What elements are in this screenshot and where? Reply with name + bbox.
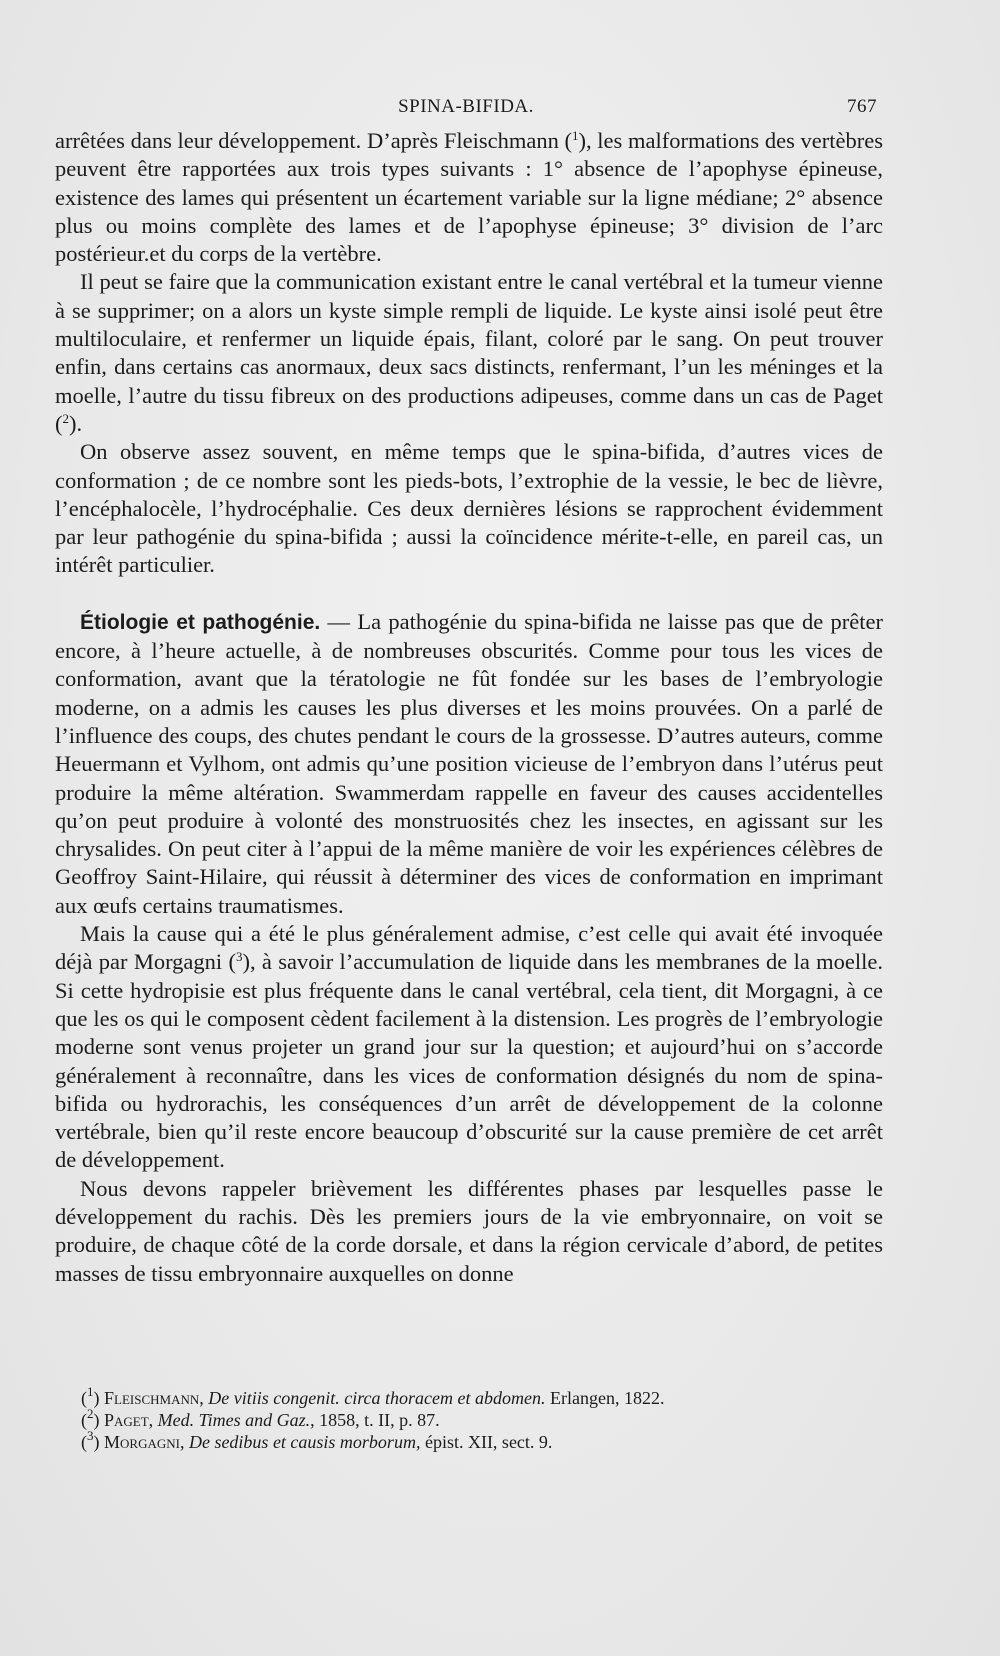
footnote-marker: 3 [235, 949, 243, 965]
paragraph [55, 920, 883, 1175]
footnote-marker: 2 [87, 1406, 94, 1421]
paragraph [55, 608, 883, 920]
footnote-marker: 1 [87, 1384, 94, 1399]
footnote-author: Morgagni [104, 1432, 180, 1452]
footnote-marker: 3 [87, 1428, 94, 1443]
footnote-author: Fleischmann [104, 1388, 200, 1408]
footnotes [81, 1384, 881, 1453]
paragraph-text: On observe assez souvent, en même temps que le spina-bifida, d’autres vices de conformation ; de ce nombre sont les pieds-bots, l’extrophie de la vessie, le bec de lièvre, l’encéphalocèle, l’hydrocéphalie. Ces deux dernières lésions se rapprochent évidemment par leur pathogénie du spina-bifida ; aussi la coïncidence mérite-t-elle, en pareil cas, un intérêt particulier. [55, 439, 883, 578]
paragraph-text: Nous devons rappeler brièvement les différentes phases par lesquelles passe le développement du rachis. Dès les premiers jours de la vie embryonnaire, on voit se produire, de chaque côté de la corde dorsale, et dans la région cervicale d’abord, de petites masses de tissu embryonnaire auxquelles on donne [55, 1175, 883, 1286]
paragraph-text: ). [69, 410, 83, 436]
paragraph-text: arrêtées dans leur développement. D’après Fleischmann ( [55, 128, 572, 153]
running-title: SPINA-BIFIDA. [398, 96, 534, 117]
footnote-author: Paget [104, 1410, 149, 1430]
footnote-reference: Erlangen, 1822. [545, 1388, 665, 1408]
footnote-reference: épist. XII, sect. 9. [420, 1432, 553, 1452]
footnote: ($^3$) Morgagni, De sedibus et causis morborum, épist. XII, sect. 9. [81, 1428, 553, 1452]
footnote-marker: 1 [572, 128, 579, 143]
paragraph [55, 1175, 883, 1288]
paragraph-text: Il peut se faire que la communication existant entre le canal vertébral et la tumeur vienne à se supprimer; on a alors un kyste simple rempli de liquide. Le kyste ainsi isolé peut être multiloculaire, et renfermer un liquide épais, filant, coloré par le sang. On peut trouver enfin, dans certains cas anormaux, deux sacs distincts, renfermant, l’un les méninges et la moelle, l’autre du tissu fibreux on des productions adipeuses, comme dans un cas de Paget ( [55, 269, 883, 436]
page-header [55, 96, 877, 124]
footnote: ($^1$) Fleischmann, De vitiis congenit. circa thoracem et abdomen. Erlangen, 1822. [81, 1384, 665, 1408]
body-text [55, 127, 883, 1288]
paragraph-text: — La pathogénie du spina-bifida ne laisse pas que de prêter encore, à l’heure actuelle, à de nombreuses obscurités. Comme pour tous les vices de conformation, avant que la tératologie ne fût fondée sur les bases de l’embryologie moderne, on a admis les causes les plus diverses et les moins prouvées. On a parlé de l’influence des coups, des chutes pendant le cours de la grossesse. D’autres auteurs, comme Heuermann et Vylhom, ont admis qu’une position vicieuse de l’embryon dans l’utérus peut produire la même altération. Swammerdam rappelle en faveur des causes accidentelles qu’on peut produire à volonté des monstruosités chez les insectes, en agissant sur les chrysalides. On peut citer à l’appui de la même manière de voir les expériences célèbres de Geoffroy Saint-Hilaire, qui réussit à déterminer des vices de conformation en imprimant aux œufs certains traumatismes. [55, 608, 883, 918]
footnote: ($^2$) Paget, Med. Times and Gaz., 1858, t. II, p. 87. [81, 1406, 440, 1430]
footnote-reference: , 1858, t. II, p. 87. [310, 1410, 440, 1430]
footnote-title: De vitiis congenit. circa thoracem et abdomen. [208, 1388, 546, 1408]
footnote-title: Med. Times and Gaz. [157, 1410, 311, 1430]
footnote-marker: 2 [62, 410, 69, 426]
page-number: 767 [847, 96, 877, 117]
section-heading: Étiologie et pathogénie. [80, 610, 321, 634]
paragraph-text: ), à savoir l’accumulation de liquide dans les membranes de la moelle. Si cette hydropisie est plus fréquente dans le canal vertébral, cela tient, dit Morgagni, à ce que les os qui le composent cèdent facilement à la distension. Les progrès de l’embryologie moderne sont venus projeter un grand jour sur la question; et aujourd’hui on s’accorde généralement à reconnaître, dans les vices de conformation désignés du nom de spina-bifida ou hydrorachis, les conséquences d’un arrêt de développement de la colonne vertébrale, bien qu’il reste encore beaucoup d’obscurité sur la cause première de cet arrêt de développement. [55, 949, 883, 1173]
footnote-title: De sedibus et causis morborum, [188, 1432, 421, 1452]
paragraph [55, 127, 883, 268]
paragraph-text: Mais la cause qui a été le plus généralement admise, c’est celle qui avait été invoquée déjà par Morgagni ( [55, 921, 883, 975]
paragraph-text: ), les malformations des vertèbres peuvent être rapportées aux trois types suivants : 1° absence de l’apophyse épineuse, existence des lames qui présentent un écartement variable sur la ligne médiane; 2° absence plus ou moins complète des lames et de l’apophyse épineuse; 3° division de l’arc postérieur.et du corps de la vertèbre. [55, 128, 883, 267]
paragraph [55, 268, 883, 438]
paragraph [55, 438, 883, 579]
